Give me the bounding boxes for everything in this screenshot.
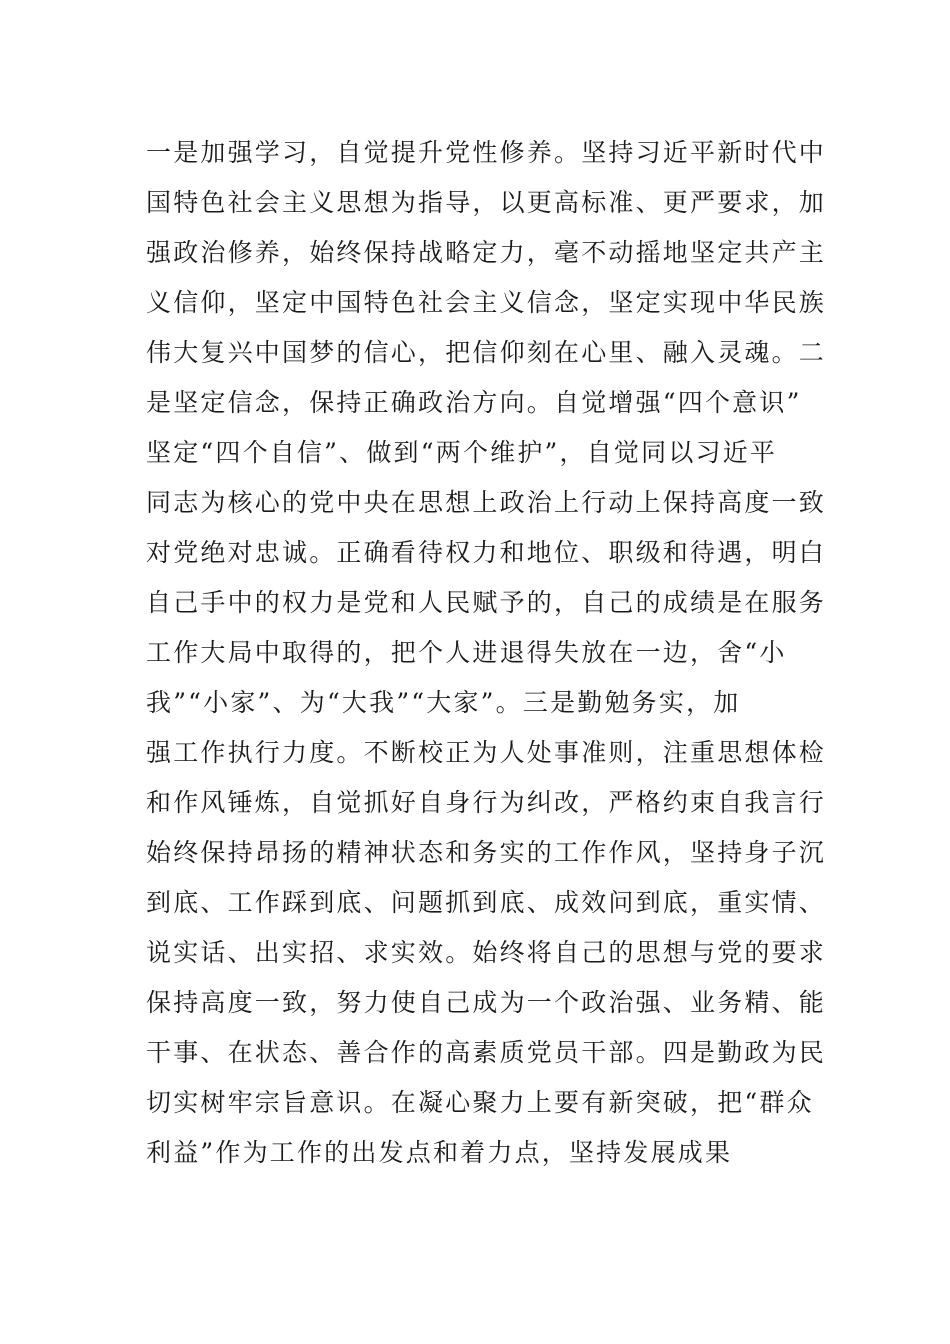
text-line: 自己手中的权力是党和人民赋予的，自己的成绩是在服务	[146, 588, 827, 617]
text-line: 说实话、出实招、求实效。始终将自己的思想与党的要求	[146, 938, 827, 967]
body-text	[146, 128, 826, 1178]
text-line: 强政治修养，始终保持战略定力，毫不动摇地坚定共产主	[146, 238, 827, 267]
text-line: 国特色社会主义思想为指导，以更高标准、更严要求，加	[146, 188, 827, 217]
text-line: 同志为核心的党中央在思想上政治上行动上保持高度一致	[146, 488, 827, 517]
text-line: 工作大局中取得的，把个人进退得失放在一边，舍“小	[146, 638, 787, 667]
text-line: 是坚定信念，保持正确政治方向。自觉增强“四个意识”	[146, 388, 802, 417]
text-line: 坚定“四个自信”、做到“两个维护”，自觉同以习近平	[146, 438, 778, 467]
text-line: 保持高度一致，努力使自己成为一个政治强、业务精、能	[146, 988, 827, 1017]
text-line: 始终保持昂扬的精神状态和务实的工作作风，坚持身子沉	[146, 838, 827, 867]
text-line: 和作风锤炼，自觉抓好自身行为纠改，严格约束自我言行	[146, 788, 827, 817]
text-line: 伟大复兴中国梦的信心，把信仰刻在心里、融入灵魂。二	[146, 338, 827, 367]
text-line: 到底、工作踩到底、问题抓到底、成效问到底，重实情、	[146, 888, 827, 917]
text-line: 利益”作为工作的出发点和着力点，坚持发展成果	[146, 1138, 733, 1167]
text-line: 切实树牢宗旨意识。在凝心聚力上要有新突破，把“群众	[146, 1088, 814, 1117]
text-line: 一是加强学习，自觉提升党性修养。坚持习近平新时代中	[146, 138, 827, 167]
text-line: 干事、在状态、善合作的高素质党员干部。四是勤政为民	[146, 1038, 827, 1067]
text-line: 强工作执行力度。不断校正为人处事准则，注重思想体检	[146, 738, 827, 767]
text-line: 对党绝对忠诚。正确看待权力和地位、职级和待遇，明白	[146, 538, 827, 567]
text-line: 我”“小家”、为“大我”“大家”。三是勤勉务实，加	[146, 688, 741, 717]
text-line: 义信仰，坚定中国特色社会主义信念，坚定实现中华民族	[146, 288, 827, 317]
